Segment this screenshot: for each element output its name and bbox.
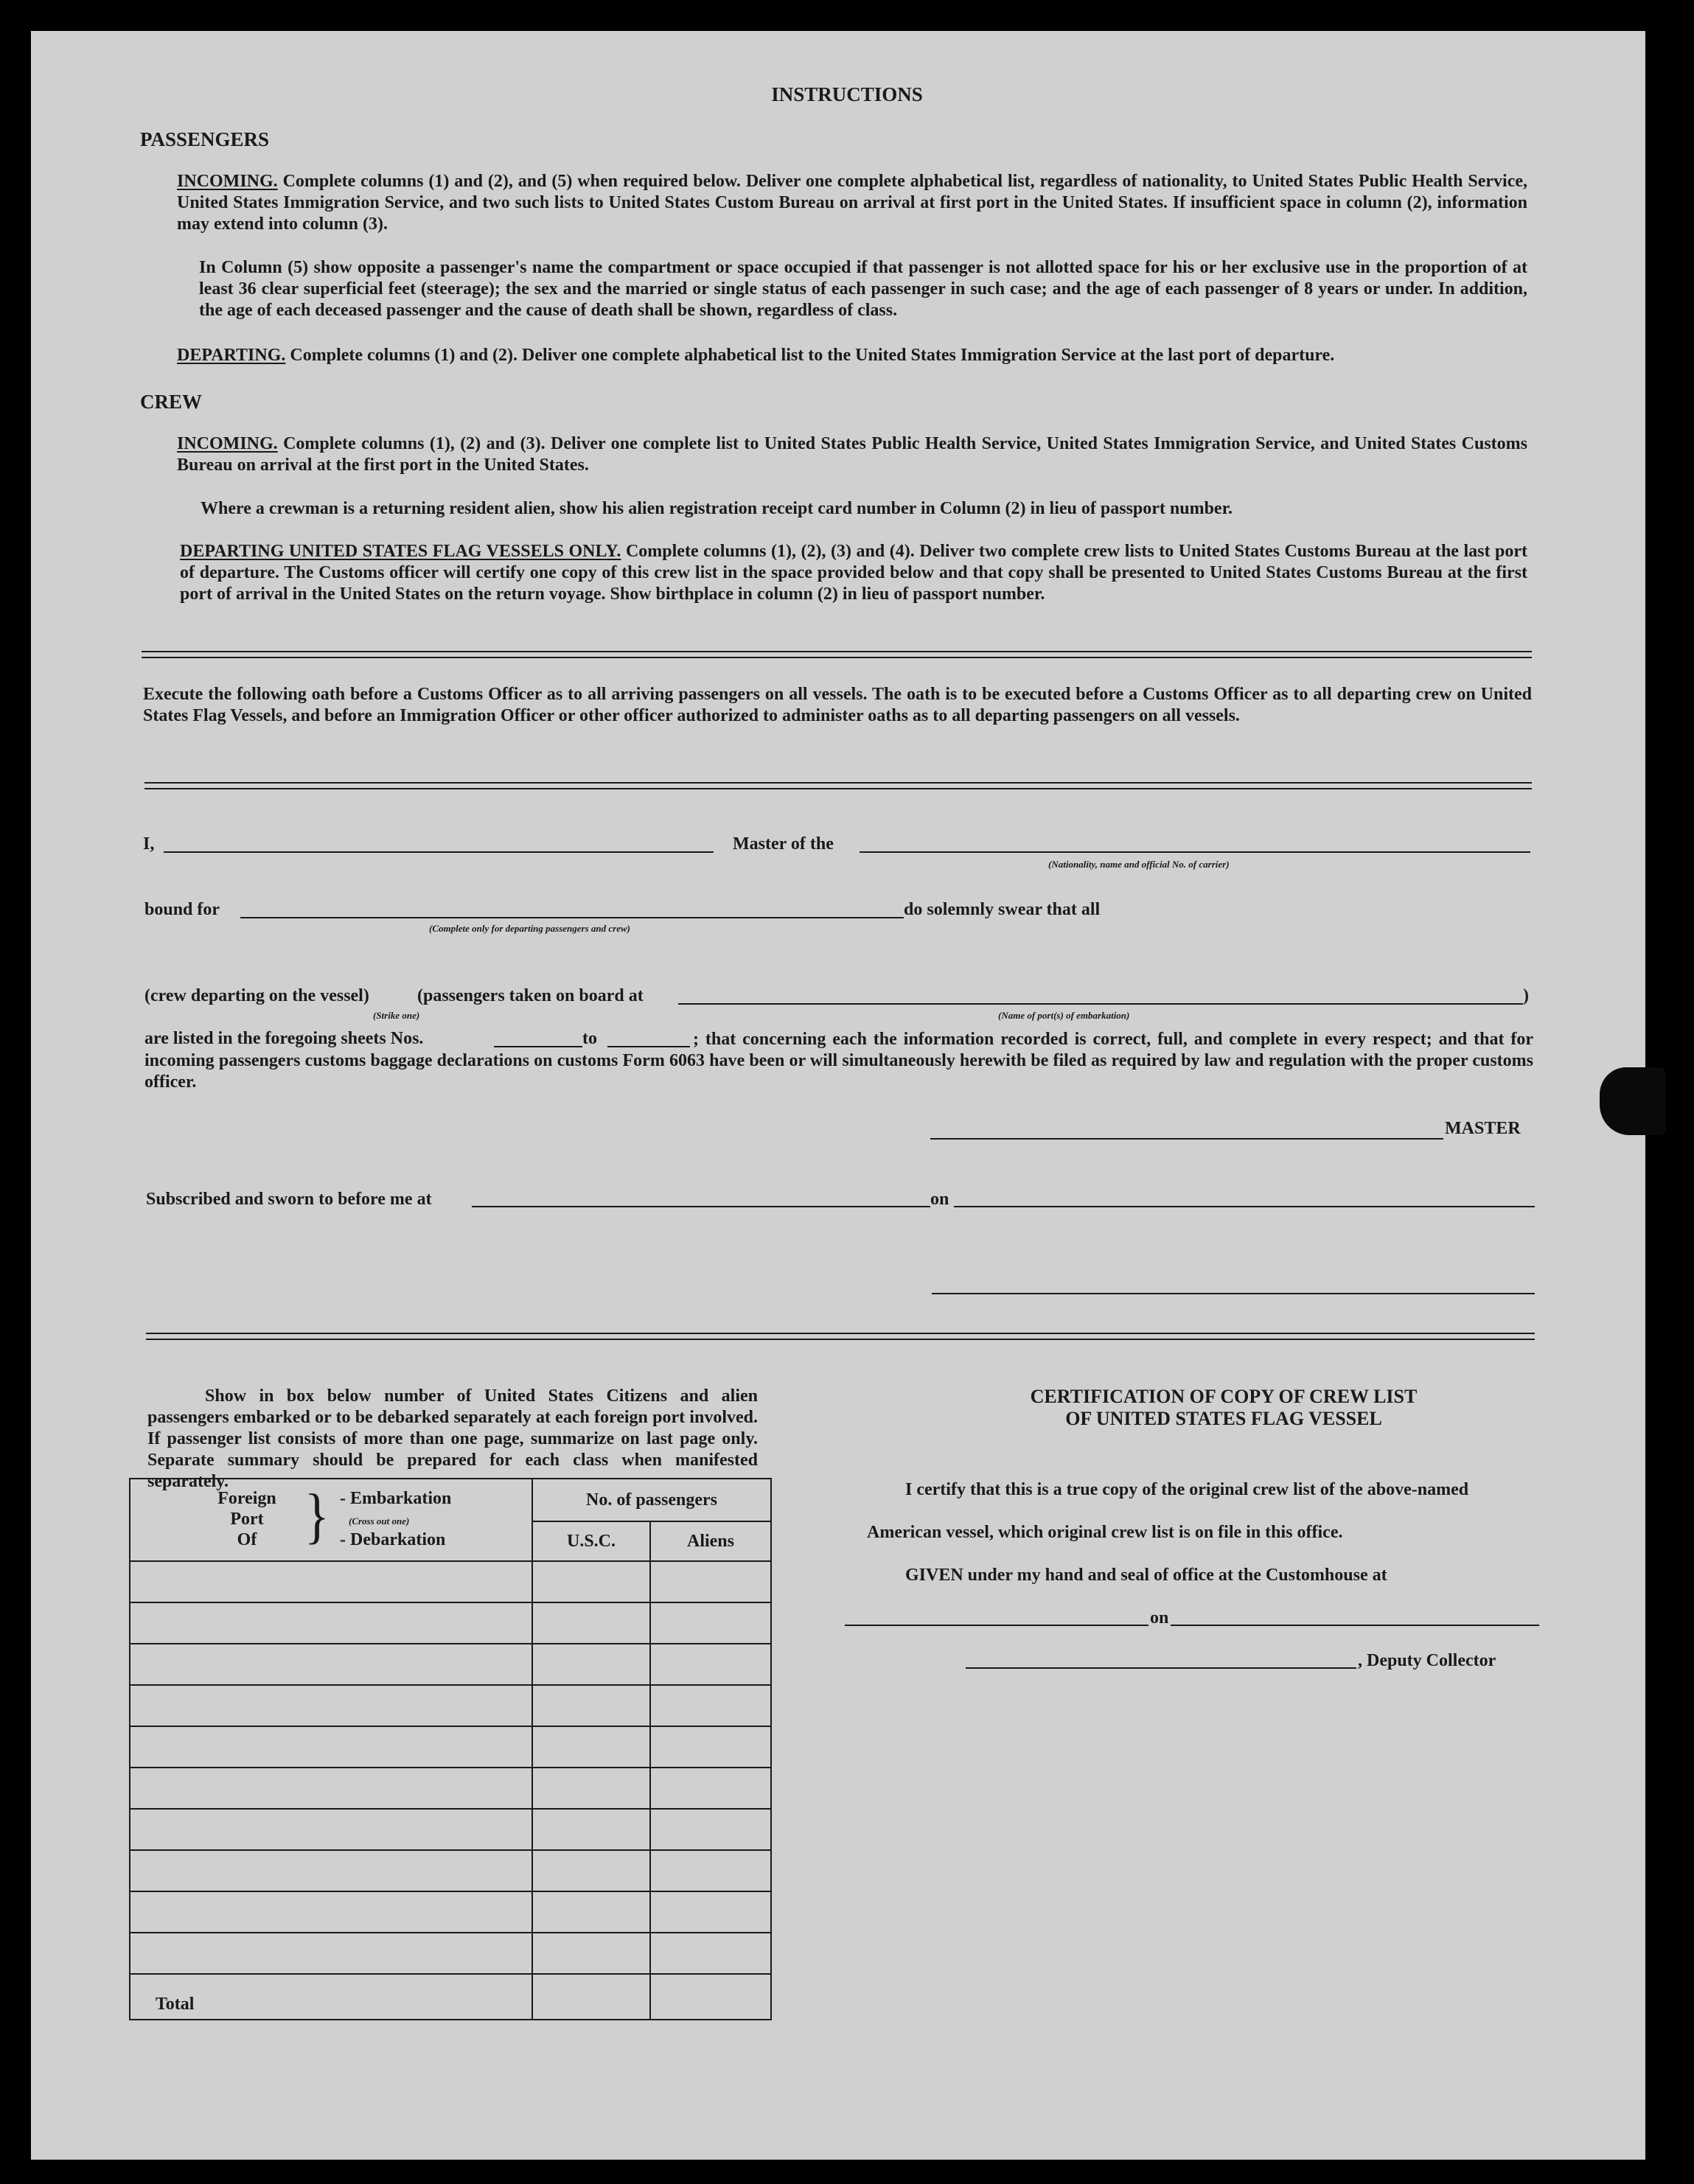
certification-title bbox=[899, 1386, 1548, 1430]
table-row bbox=[130, 1561, 771, 1602]
aliens-cell[interactable] bbox=[650, 1768, 771, 1809]
foreign-label: Foreign bbox=[217, 1489, 276, 1508]
embarkation-label: - Embarkation bbox=[340, 1489, 452, 1508]
customhouse-date-field[interactable] bbox=[1171, 1625, 1539, 1626]
usc-header: U.S.C. bbox=[532, 1521, 650, 1561]
port-cell[interactable] bbox=[130, 1850, 532, 1891]
crew-departing-paragraph bbox=[180, 541, 1527, 605]
port-cell[interactable] bbox=[130, 1891, 532, 1933]
table-row bbox=[130, 1850, 771, 1891]
passengers-taken-option: (passengers taken on board at bbox=[417, 986, 644, 1005]
bound-for-field[interactable] bbox=[240, 917, 904, 918]
master-of-the-label: Master of the bbox=[733, 834, 834, 854]
aliens-cell[interactable] bbox=[650, 1561, 771, 1602]
passengers-departing-paragraph bbox=[177, 345, 1533, 366]
resident-alien-paragraph: Where a crewman is a returning resident alien, show his alien registration receipt card number in Column (2) in lieu of passport number. bbox=[201, 499, 1233, 518]
debarkation-label: - Debarkation bbox=[340, 1530, 446, 1549]
table-row bbox=[130, 1809, 771, 1850]
table-row bbox=[130, 1644, 771, 1685]
usc-cell[interactable] bbox=[532, 1644, 650, 1685]
aliens-cell[interactable] bbox=[650, 1850, 771, 1891]
table-row bbox=[130, 1726, 771, 1768]
crew-incoming-text: Complete columns (1), (2) and (3). Deliver one complete list to United States Public Health Service, United States Immigration Service, and United States Customs Bureau on arrival at the first port in the United States. bbox=[177, 434, 1528, 475]
certify-line1: I certify that this is a true copy of the original crew list of the above-named bbox=[905, 1480, 1469, 1499]
port-cell[interactable] bbox=[130, 1768, 532, 1809]
master-name-field[interactable] bbox=[164, 851, 714, 853]
port-cell[interactable] bbox=[130, 1561, 532, 1602]
port-cell[interactable] bbox=[130, 1933, 532, 1974]
oath-i-label: I, bbox=[143, 834, 155, 854]
deputy-collector-label: , Deputy Collector bbox=[1358, 1651, 1496, 1670]
certify-line3: GIVEN under my hand and seal of office at the Customhouse at bbox=[905, 1566, 1387, 1585]
complete-only-hint: (Complete only for departing passengers and crew) bbox=[429, 923, 630, 934]
certification-title-line2: OF UNITED STATES FLAG VESSEL bbox=[1065, 1408, 1382, 1429]
usc-total-cell[interactable] bbox=[532, 1974, 650, 2020]
passengers-incoming-paragraph bbox=[177, 171, 1527, 235]
table-row bbox=[130, 1602, 771, 1644]
section-divider bbox=[144, 782, 1532, 789]
table-row bbox=[130, 1933, 771, 1974]
section-divider bbox=[142, 651, 1532, 658]
table-row bbox=[130, 1685, 771, 1726]
aliens-total-cell[interactable] bbox=[650, 1974, 771, 2020]
certification-title-line1: CERTIFICATION OF COPY OF CREW LIST bbox=[1030, 1386, 1418, 1407]
certify-line2: American vessel, which original crew list is on file in this office. bbox=[867, 1523, 1343, 1542]
crew-incoming-paragraph bbox=[177, 433, 1527, 476]
crew-departing-option: (crew departing on the vessel) bbox=[144, 986, 369, 1005]
cert-on-label: on bbox=[1150, 1608, 1169, 1627]
no-of-passengers-header: No. of passengers bbox=[532, 1479, 771, 1521]
close-paren: ) bbox=[1523, 986, 1529, 1005]
usc-cell[interactable] bbox=[532, 1809, 650, 1850]
aliens-header: Aliens bbox=[650, 1521, 771, 1561]
nationality-hint: (Nationality, name and official No. of carrier) bbox=[1048, 859, 1230, 870]
aliens-cell[interactable] bbox=[650, 1891, 771, 1933]
usc-cell[interactable] bbox=[532, 1891, 650, 1933]
passengers-incoming-label: INCOMING. bbox=[177, 172, 278, 191]
subscribed-label: Subscribed and sworn to before me at bbox=[146, 1190, 432, 1209]
total-row bbox=[130, 1974, 771, 2020]
usc-cell[interactable] bbox=[532, 1685, 650, 1726]
crew-incoming-label: INCOMING. bbox=[177, 434, 278, 453]
of-label: Of bbox=[237, 1530, 257, 1549]
summary-instructions: Show in box below number of United States Citizens and alien passengers embarked or to be debarked separately at each foreign port involved. If passenger list consists of more than one page, summarize on last page only. Separate summary should be prepared for each class when manifested separately. bbox=[147, 1386, 758, 1491]
passengers-departing-label: DEPARTING. bbox=[177, 346, 286, 365]
aliens-cell[interactable] bbox=[650, 1685, 771, 1726]
port-cell[interactable] bbox=[130, 1685, 532, 1726]
crew-departing-text: Complete columns (1), (2), (3) and (4). Deliver two complete crew lists to United States Customs Bureau at the last port of departure. The Customs officer will certify one copy of this crew list in the space provided below and that copy shall be presented to United States Customs Bureau at the first port of arrival in the United States on the return voyage. Show birthplace in column (2) in lieu of passport number. bbox=[180, 542, 1528, 604]
ink-blot bbox=[1600, 1067, 1666, 1135]
aliens-cell[interactable] bbox=[650, 1602, 771, 1644]
officer-signature-field[interactable] bbox=[932, 1293, 1535, 1294]
oath-instructions: Execute the following oath before a Customs Officer as to all arriving passengers on all vessels. The oath is to be executed before a Customs Officer as to all departing crew on United States Flag Vessels, and before an Immigration Officer or other officer authorized to administer oaths as to all departing passengers on all vessels. bbox=[143, 685, 1532, 725]
section-divider bbox=[146, 1333, 1535, 1340]
usc-cell[interactable] bbox=[532, 1768, 650, 1809]
on-label: on bbox=[930, 1190, 949, 1209]
port-cell[interactable] bbox=[130, 1809, 532, 1850]
passengers-heading: PASSENGERS bbox=[140, 128, 270, 150]
table-row bbox=[130, 1768, 771, 1809]
brace-icon: } bbox=[304, 1482, 330, 1551]
aliens-cell[interactable] bbox=[650, 1809, 771, 1850]
port-cell[interactable] bbox=[130, 1602, 532, 1644]
usc-cell[interactable] bbox=[532, 1726, 650, 1768]
oath-declaration: ; that concerning each the information recorded is correct, full, and complete in every respect; and that for incoming passengers customs baggage declarations on customs Form 6063 have been or will simultaneously herewith be filed as required by law and regulation with the proper customs officer. bbox=[144, 1030, 1533, 1092]
passengers-departing-text: Complete columns (1) and (2). Deliver one complete alphabetical list to the United States Immigration Service at the last port of departure. bbox=[290, 346, 1335, 365]
port-cell[interactable] bbox=[130, 1644, 532, 1685]
deputy-signature-field[interactable] bbox=[966, 1667, 1356, 1669]
carrier-field[interactable] bbox=[860, 851, 1530, 853]
sworn-date-field[interactable] bbox=[954, 1206, 1535, 1207]
crew-heading: CREW bbox=[140, 391, 203, 413]
table-row bbox=[130, 1891, 771, 1933]
cross-out-hint: (Cross out one) bbox=[349, 1515, 410, 1527]
customhouse-place-field[interactable] bbox=[845, 1625, 1148, 1626]
page-title: INSTRUCTIONS bbox=[771, 83, 923, 105]
aliens-cell[interactable] bbox=[650, 1726, 771, 1768]
sworn-place-field[interactable] bbox=[472, 1206, 930, 1207]
usc-cell[interactable] bbox=[532, 1602, 650, 1644]
master-signature-field[interactable] bbox=[930, 1138, 1443, 1140]
usc-cell[interactable] bbox=[532, 1561, 650, 1602]
column5-paragraph: In Column (5) show opposite a passenger's name the compartment or space occupied if that passenger is not allotted space for his or her exclusive use in the proportion of at least 36 clear superficial feet (steerage); the sex and the married or single status of each passenger in such case; and the age of each passenger of 8 years or under. In addition, the age of each deceased passenger and the cause of death shall be shown, regardless of class. bbox=[199, 258, 1527, 320]
strike-one-hint: (Strike one) bbox=[373, 1010, 420, 1021]
master-label: MASTER bbox=[1445, 1119, 1521, 1138]
aliens-cell[interactable] bbox=[650, 1644, 771, 1685]
passengers-incoming-text: Complete columns (1) and (2), and (5) when required below. Deliver one complete alphabetical list, regardless of nationality, to United States Public Health Service, United States Immigration Service, and two such lists to United States Custom Bureau on arrival at first port in the United States. If insufficient space in column (2), information may extend into column (3). bbox=[177, 172, 1527, 234]
usc-cell[interactable] bbox=[532, 1850, 650, 1891]
usc-cell[interactable] bbox=[532, 1933, 650, 1974]
foreign-port-header bbox=[130, 1479, 532, 1561]
total-label: Total bbox=[130, 1974, 532, 2020]
to-label: to bbox=[582, 1029, 597, 1048]
crew-departing-label: DEPARTING UNITED STATES FLAG VESSELS ONLY. bbox=[180, 542, 621, 561]
aliens-cell[interactable] bbox=[650, 1933, 771, 1974]
port-cell[interactable] bbox=[130, 1726, 532, 1768]
passenger-summary-table bbox=[129, 1478, 772, 2020]
ports-hint: (Name of port(s) of embarkation) bbox=[998, 1010, 1130, 1021]
embarkation-port-field[interactable] bbox=[678, 1003, 1523, 1005]
swear-label: do solemnly swear that all bbox=[904, 900, 1101, 919]
listed-prefix: are listed in the foregoing sheets Nos. bbox=[144, 1029, 424, 1048]
port-label: Port bbox=[230, 1510, 264, 1529]
bound-for-label: bound for bbox=[144, 900, 220, 919]
